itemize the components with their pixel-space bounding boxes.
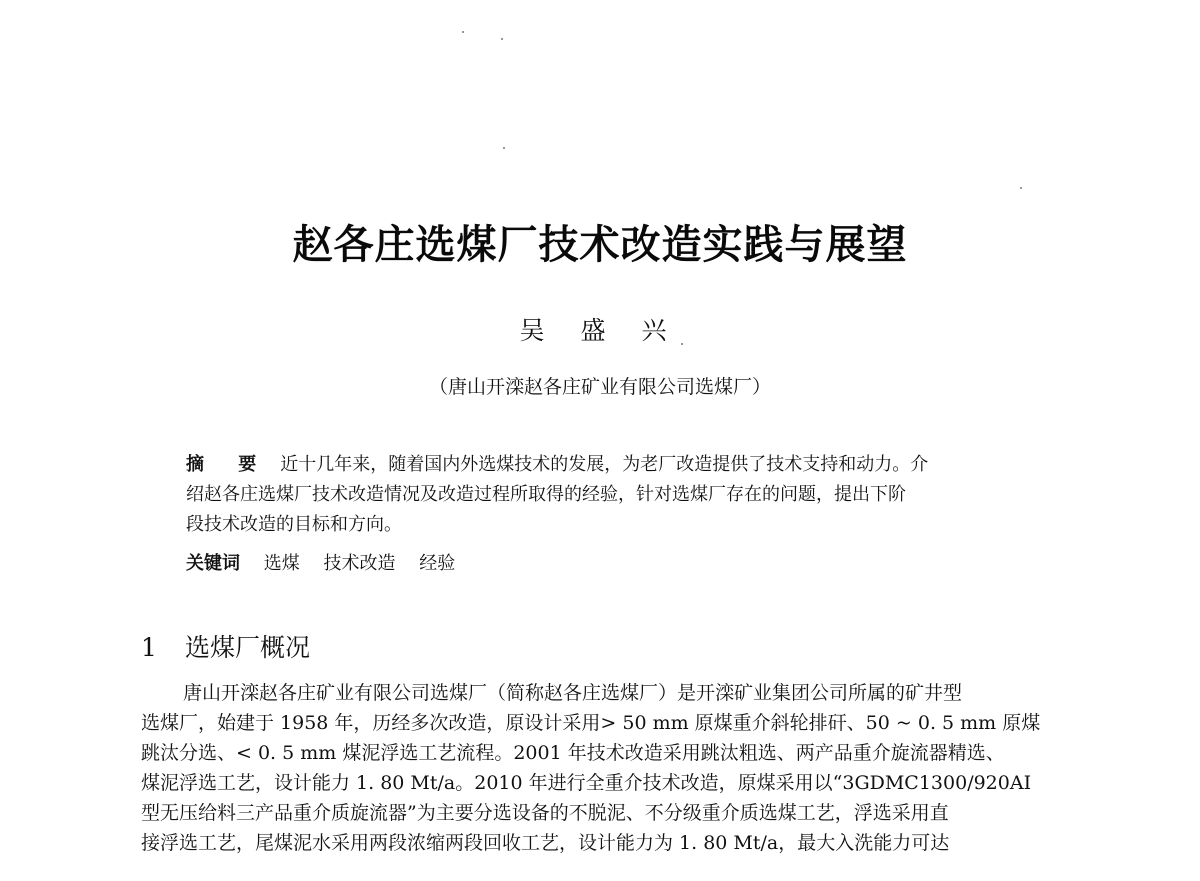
paper-title: 赵各庄选煤厂技术改造实践与展望 xyxy=(292,222,908,268)
body-line: 唐山开滦赵各庄矿业有限公司选煤厂（简称赵各庄选煤厂）是开滦矿业集团公司所属的矿井型 xyxy=(183,682,963,704)
body-line: 选煤厂，始建于 1958 年，历经多次改造，原设计采用> 50 mm 原煤重介斜轮排矸、50 ~ 0. 5 mm 原煤 xyxy=(141,712,1041,734)
scan-speck xyxy=(503,147,505,149)
abstract-text: 近十几年来，随着国内外选煤技术的发展，为老厂改造提供了技术支持和动力。介 xyxy=(280,454,929,475)
keyword: 经验 xyxy=(419,553,456,574)
author-affiliation: （唐山开滦赵各庄矿业有限公司选煤厂） xyxy=(428,376,771,398)
keyword: 选煤 xyxy=(263,553,300,574)
author-name: 吴 盛 兴 xyxy=(519,316,681,345)
body-line: 型无压给料三产品重介质旋流器”为主要分选设备的不脱泥、不分级重介质选煤工艺，浮选采用直 xyxy=(141,802,949,824)
abstract-line xyxy=(186,450,1056,480)
abstract-block xyxy=(186,450,1056,540)
scan-speck xyxy=(1020,187,1022,189)
abstract-line: 段技术改造的目标和方向。 xyxy=(186,514,402,535)
section-body xyxy=(141,678,1101,858)
scan-speck xyxy=(501,38,503,40)
section-title: 选煤厂概况 xyxy=(185,633,311,662)
body-line: 跳汰分选、< 0. 5 mm 煤泥浮选工艺流程。2001 年技术改造采用跳汰粗选、两产品重介旋流器精选、 xyxy=(141,742,1005,764)
body-line: 煤泥浮选工艺，设计能力 1. 80 Mt/a。2010 年进行全重介技术改造，原煤采用以“3GDMC1300/920AI xyxy=(141,772,1032,794)
scan-speck xyxy=(462,31,464,33)
abstract-line: 绍赵各庄选煤厂技术改造情况及改造过程所取得的经验，针对选煤厂存在的问题，提出下阶 xyxy=(186,484,906,505)
keywords-label: 关键词 xyxy=(186,553,240,574)
section-number: 1 xyxy=(141,633,157,662)
abstract-label: 摘 要 xyxy=(186,454,271,475)
section-heading xyxy=(141,630,310,666)
keywords-block xyxy=(186,549,473,579)
keyword: 技术改造 xyxy=(323,553,396,574)
body-line: 接浮选工艺，尾煤泥水采用两段浓缩两段回收工艺，设计能力为 1. 80 Mt/a，最大入洗能力可达 xyxy=(141,832,950,854)
